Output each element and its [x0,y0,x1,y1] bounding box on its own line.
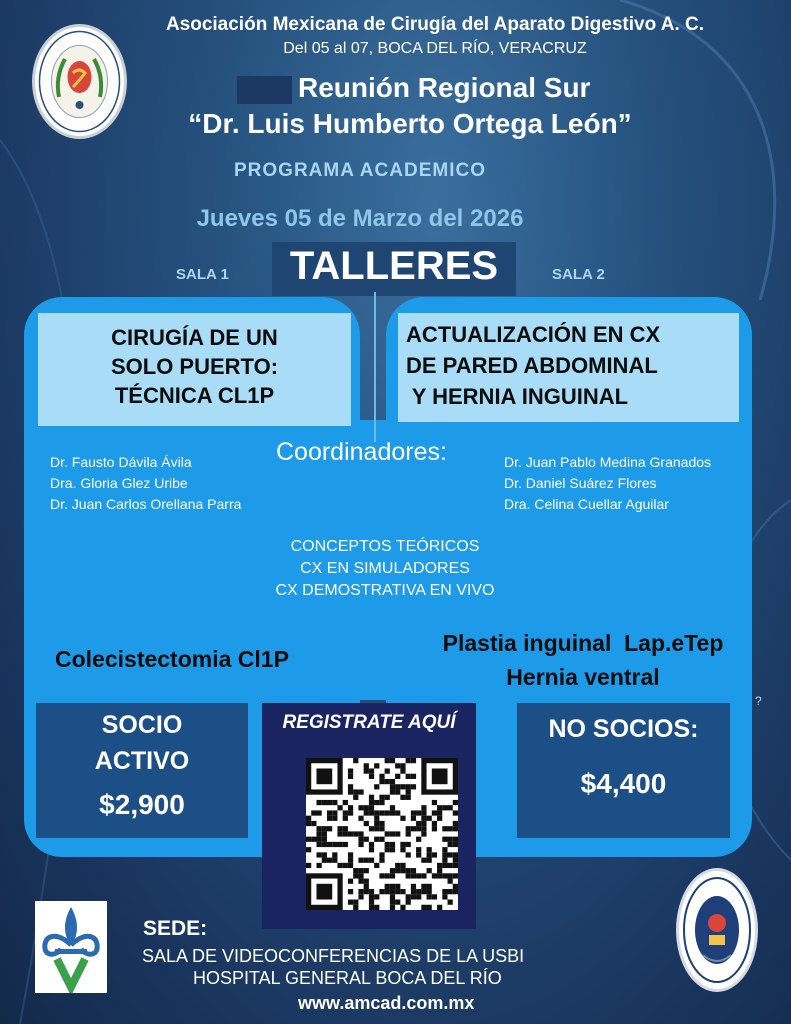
amcad-seal-icon [35,27,124,136]
flor-de-lis-icon [35,901,107,993]
member-price-box [36,703,248,838]
colegio-seal-icon [679,871,755,989]
stray-mark: ? [755,694,762,708]
qr-code-icon [306,758,458,910]
member-label-line: SOCIO [101,711,183,739]
topic-right-line: Y HERNIA INGUINAL [406,384,629,409]
venue-line-1: SALA DE VIDEOCONFERENCIAS DE LA USBI [142,946,525,966]
nonmember-price: $4,400 [580,768,667,799]
colegio-logo [676,868,758,992]
procedure-left: Colecistectomia Cl1P [55,646,289,672]
concept-line: CX EN SIMULADORES [300,560,470,577]
room-2-label: SALA 2 [552,266,605,283]
coordinators-left-list [50,452,241,515]
event-dates-location: Del 05 al 07, BOCA DEL RÍO, VERACRUZ [283,40,587,57]
association-name: Asociación Mexicana de Cirugía del Aparato Digestivo A. C. [165,14,705,35]
coordinator-name: Dr. Fausto Dávila Ávila [50,454,192,470]
website-link[interactable]: www.amcad.com.mx [298,993,475,1013]
coordinator-name: Dr. Juan Carlos Orellana Parra [50,496,242,512]
member-label-line: ACTIVO [94,747,190,775]
topic-right-line: ACTUALIZACIÓN EN CX [406,322,661,347]
member-label [36,703,248,779]
concept-line: CONCEPTOS TEÓRICOS [290,538,480,555]
topic-left-line: CIRUGÍA DE UN [111,325,278,350]
amcad-logo [32,24,127,139]
topic-left-line: TÉCNICA CL1P [114,383,275,408]
topic-right-line: DE PARED ABDOMINAL [406,353,658,378]
register-label[interactable]: REGISTRATE AQUÍ [282,712,456,733]
coordinator-name: Dr. Juan Pablo Medina Granados [504,454,712,470]
event-day: Jueves 05 de Marzo del 2026 [196,205,524,232]
workshop-topic-left [38,313,351,426]
nonmember-price-box [517,703,730,838]
coordinator-name: Dra. Celina Cuellar Aguilar [504,496,669,512]
venue-label: SEDE: [143,917,208,940]
panel-divider [372,292,378,442]
registration-qr-code[interactable] [306,758,458,910]
member-price: $2,900 [99,789,185,820]
workshop-concepts [220,536,550,602]
coordinators-right-list [504,452,711,515]
workshops-title: TALLERES [289,244,499,288]
event-honoree: “Dr. Luis Humberto Ortega León” [188,108,632,139]
procedure-right [410,626,756,694]
procedure-line: Plastia inguinal Lap.eTep [442,630,724,656]
venue-line-2: HOSPITAL GENERAL BOCA DEL RÍO [193,968,502,988]
procedure-line: Hernia ventral [506,664,660,690]
concept-line: CX DEMOSTRATIVA EN VIVO [275,582,495,599]
coordinator-name: Dra. Gloria Glez Uribe [50,475,188,491]
topic-left-line: SOLO PUERTO: [110,354,279,379]
room-1-label: SALA 1 [176,266,229,283]
coordinators-label: Coordinadores: [276,438,447,466]
coordinator-name: Dr. Daniel Suárez Flores [504,475,657,491]
uv-logo [35,901,107,993]
event-title: Reunión Regional Sur [298,72,591,103]
program-heading: PROGRAMA ACADEMICO [234,160,486,181]
nonmember-label: NO SOCIOS: [548,715,699,743]
workshop-topic-right [398,313,739,422]
title-accent-block [237,76,292,104]
